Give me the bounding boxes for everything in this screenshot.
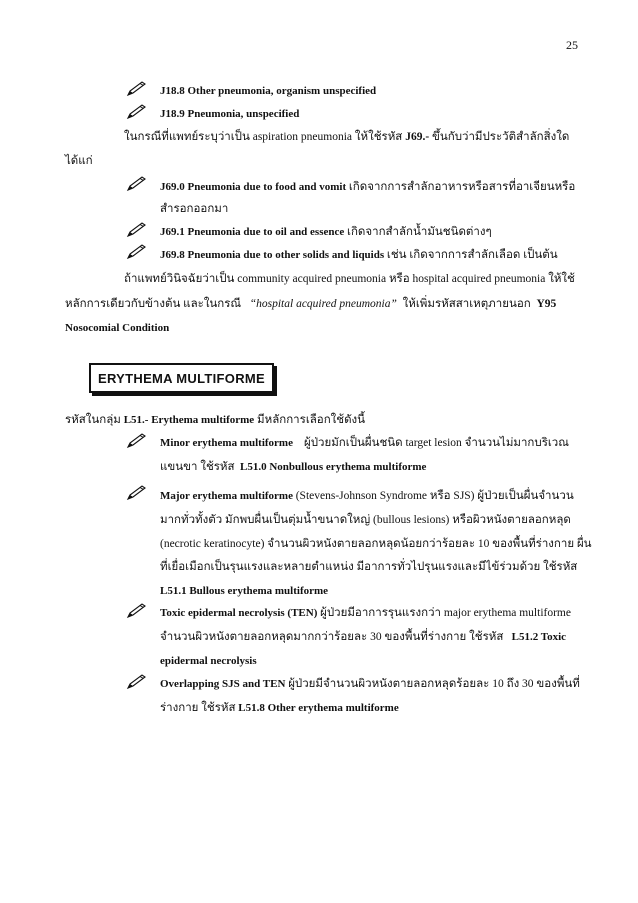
pencil-icon [126,222,146,238]
community-para-line1: ถ้าแพทย์วินิจฉัยว่าเป็น community acquired pneumonia หรือ hospital acquired pneumonia ให้ใช้ [124,273,575,285]
community-text-a: หลักการเดียวกับข้างต้น และในกรณี [65,298,242,310]
aspiration-text-b: ขึ้นกับว่ามีประวัติสำลักสิ่งใด [432,131,570,143]
aspiration-text-a: ในกรณีที่แพทย์ระบุว่าเป็น aspiration pneumonia ให้ใช้รหัส [124,131,403,143]
code-j18-8: J18.8 Other pneumonia, organism unspecified [160,85,377,97]
item-j69-8-desc: เช่น เกิดจากการสำลักเลือด เป็นต้น [386,249,558,261]
pencil-icon [126,244,146,260]
em-overlap-line2 [160,701,399,715]
em-ten-code: L51.2 Toxic [511,631,567,643]
pencil-icon [126,603,146,619]
em-minor-l2a: แขนขา ใช้รหัส [160,461,235,473]
em-overlap-term: Overlapping SJS and TEN [160,678,286,690]
item-j69-0-desc2: สำรอกออกมา [160,203,229,215]
pencil-icon [126,81,146,97]
em-overlap-code: L51.8 Other erythema multiforme [238,702,399,714]
pencil-icon [126,104,146,120]
em-minor-code: L51.0 Nonbullous erythema multiforme [240,461,427,473]
em-ten-code-cont: epidermal necrolysis [160,655,257,667]
em-ten-line2 [160,630,566,644]
pencil-icon [126,485,146,501]
community-code: Y95 [536,298,557,310]
em-minor-line2 [160,460,426,474]
em-ten-term: Toxic epidermal necrolysis (TEN) [160,607,318,619]
pencil-icon [126,176,146,192]
em-major-l1: (Stevens-Johnson Syndrome หรือ SJS) ผู้ป่วยเป็นผื่นจำนวน [295,490,574,502]
em-major-line3: (necrotic keratinocyte) จำนวนผิวหนังตายลอกหลุดน้อยกว่าร้อยละ 10 ของพื้นที่ร่างกาย ผื่น [160,538,592,550]
em-intro-code: L51.- Erythema multiforme [123,414,255,426]
section-heading: ERYTHEMA MULTIFORME [89,363,274,393]
em-minor-term: Minor erythema multiforme [160,437,293,449]
aspiration-code: J69.- [405,131,430,143]
community-para-line2 [65,297,556,311]
item-j69-8 [160,248,558,262]
item-j69-1-desc: เกิดจากสำลักน้ำมันชนิดต่างๆ [347,226,492,238]
em-ten-l2: จำนวนผิวหนังตายลอกหลุดมากกว่าร้อยละ 30 ของพื้นที่ร่างกาย ใช้รหัส [160,631,504,643]
aspiration-para-line2: ได้แก่ [65,155,93,167]
item-j69-1-code: J69.1 Pneumonia due to oil and essence [160,226,345,238]
em-intro [65,413,365,427]
em-minor-line1 [160,436,569,450]
pencil-icon [126,433,146,449]
page-number: 25 [566,38,578,52]
item-j69-1 [160,225,492,239]
community-para-line3: Nosocomial Condition [65,322,170,334]
em-overlap-line1 [160,677,580,691]
aspiration-para-line1 [124,130,569,144]
em-major-term: Major erythema multiforme [160,490,293,502]
em-major-line4: ที่เยื่อเมือกเป็นรุนแรงและหลายตำแหน่ง มีอาการทั่วไปรุนแรงและมีไข้ร่วมด้วย ใช้รหัส [160,561,578,573]
em-major-line1 [160,489,574,503]
em-ten-line1 [160,606,571,620]
community-italic: “hospital acquired pneumonia” [249,298,397,310]
em-overlap-l1: ผู้ป่วยมีจำนวนผิวหนังตายลอกหลุดร้อยละ 10 ถึง 30 ของพื้นที่ [288,678,580,690]
code-j18-9: J18.9 Pneumonia, unspecified [160,108,300,120]
em-overlap-l2a: ร่างกาย ใช้รหัส [160,702,236,714]
item-j69-8-code: J69.8 Pneumonia due to other solids and liquids [160,249,385,261]
em-intro-suffix: มีหลักการเลือกใช้ดังนี้ [257,414,366,426]
em-major-line2: มากทั่วทั้งตัว มักพบผื่นเป็นตุ่มน้ำขนาดใหญ่ (bullous lesions) หรือผิวหนังตายลอกหลุด [160,514,571,526]
item-j69-0-desc: เกิดจากการสำลักอาหารหรือสารที่อาเจียนหรือ [348,181,576,193]
community-text-b: ให้เพิ่มรหัสสาเหตุภายนอก [402,298,531,310]
em-minor-l1: ผู้ป่วยมักเป็นผื่นชนิด target lesion จำนวนไม่มากบริเวณ [303,437,569,449]
item-j69-0-code: J69.0 Pneumonia due to food and vomit [160,181,347,193]
pencil-icon [126,674,146,690]
em-major-code: L51.1 Bullous erythema multiforme [160,585,329,597]
em-ten-l1: ผู้ป่วยมีอาการรุนแรงกว่า major erythema multiforme [320,607,571,619]
item-j69-0 [160,180,575,194]
em-intro-prefix: รหัสในกลุ่ม [65,414,121,426]
